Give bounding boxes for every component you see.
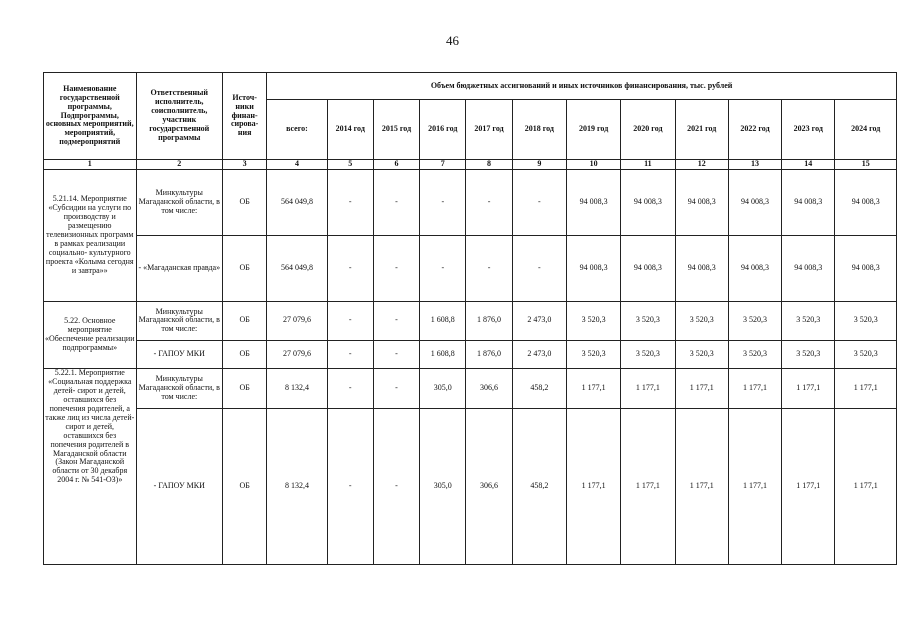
value-cell: 1 608,8 (420, 301, 466, 340)
activity-name: 5.22. Основное мероприятие «Обеспечение реализации подпрограммы» (44, 301, 137, 368)
column-number: 15 (835, 160, 897, 170)
value-cell: 94 008,3 (728, 169, 781, 235)
header-year: 2023 год (782, 100, 835, 160)
responsible-cell: - ГАПОУ МКИ (136, 340, 222, 368)
value-cell: - (512, 235, 566, 301)
header-year: 2022 год (728, 100, 781, 160)
value-cell: 564 049,8 (267, 169, 327, 235)
column-number: 7 (420, 160, 466, 170)
header-year: 2021 год (675, 100, 728, 160)
value-cell: 3 520,3 (835, 340, 897, 368)
column-number: 14 (782, 160, 835, 170)
value-cell: 1 177,1 (782, 408, 835, 564)
value-cell: 1 177,1 (675, 408, 728, 564)
value-cell: 3 520,3 (782, 301, 835, 340)
value-cell: 1 608,8 (420, 340, 466, 368)
value-cell: 3 520,3 (728, 340, 781, 368)
value-cell: 458,2 (512, 368, 566, 408)
table-row (44, 301, 897, 340)
value-cell: 1 876,0 (466, 340, 512, 368)
value-cell: 305,0 (420, 408, 466, 564)
responsible-cell: - «Магаданская правда» (136, 235, 222, 301)
value-cell: - (327, 235, 373, 301)
source-cell: ОБ (223, 235, 267, 301)
value-cell: 94 008,3 (621, 169, 675, 235)
responsible-cell: - ГАПОУ МКИ (136, 408, 222, 564)
page-number: 46 (446, 33, 459, 48)
value-cell: 1 177,1 (728, 408, 781, 564)
value-cell: 3 520,3 (621, 301, 675, 340)
activity-name: 5.22.1. Мероприятие «Социальная поддержка детей- сирот и детей, оставшихся без попечения родителей, а также лиц из числа детей-сирот и детей, оставшихся без попечения родителей в Магаданской области (Закон Магаданской области от 30 декабря 2004 г. № 541-ОЗ)» (44, 368, 137, 564)
value-cell: 3 520,3 (835, 301, 897, 340)
value-cell: - (466, 169, 512, 235)
header-year: 2018 год (512, 100, 566, 160)
value-cell: - (327, 408, 373, 564)
value-cell: 3 520,3 (621, 340, 675, 368)
value-cell: 1 876,0 (466, 301, 512, 340)
value-cell: - (373, 235, 419, 301)
value-cell: 1 177,1 (782, 368, 835, 408)
column-number: 12 (675, 160, 728, 170)
column-number: 4 (267, 160, 327, 170)
column-number-row (44, 160, 897, 170)
value-cell: 1 177,1 (728, 368, 781, 408)
header-year: 2016 год (420, 100, 466, 160)
header-total: всего: (267, 100, 327, 160)
header-volume: Объем бюджетных ассигнований и иных источников финансирования, тыс. рублей (267, 73, 897, 100)
value-cell: 27 079,6 (267, 301, 327, 340)
header-year: 2019 год (566, 100, 620, 160)
value-cell: - (420, 235, 466, 301)
budget-table (43, 72, 897, 565)
value-cell: - (327, 368, 373, 408)
value-cell: - (466, 235, 512, 301)
column-number: 8 (466, 160, 512, 170)
activity-name: 5.21.14. Мероприятие «Субсидии на услуги по производству и размещению телевизионных программ в рамках реализации социально- культурного проекта «Колыма сегодня и завтра»» (44, 169, 137, 301)
value-cell: 94 008,3 (835, 169, 897, 235)
value-cell: 458,2 (512, 408, 566, 564)
source-cell: ОБ (223, 169, 267, 235)
value-cell: - (327, 340, 373, 368)
column-number: 2 (136, 160, 222, 170)
value-cell: 94 008,3 (835, 235, 897, 301)
header-year: 2020 год (621, 100, 675, 160)
source-cell: ОБ (223, 368, 267, 408)
value-cell: 1 177,1 (566, 368, 620, 408)
responsible-cell: Минкультуры Магаданской области, в том числе: (136, 368, 222, 408)
value-cell: 3 520,3 (566, 301, 620, 340)
source-cell: ОБ (223, 340, 267, 368)
source-cell: ОБ (223, 301, 267, 340)
value-cell: 94 008,3 (566, 169, 620, 235)
column-number: 1 (44, 160, 137, 170)
value-cell: 1 177,1 (835, 408, 897, 564)
table-row (44, 368, 897, 408)
header-year: 2017 год (466, 100, 512, 160)
value-cell: 1 177,1 (621, 408, 675, 564)
column-number: 3 (223, 160, 267, 170)
value-cell: 564 049,8 (267, 235, 327, 301)
value-cell: 2 473,0 (512, 301, 566, 340)
header-responsible: Ответственный исполнитель, соисполнитель, участник государственной программы (136, 73, 222, 160)
value-cell: - (512, 169, 566, 235)
table-row (44, 235, 897, 301)
value-cell: 94 008,3 (782, 235, 835, 301)
value-cell: 1 177,1 (835, 368, 897, 408)
header-year: 2014 год (327, 100, 373, 160)
responsible-cell: Минкультуры Магаданской области, в том числе: (136, 169, 222, 235)
column-number: 13 (728, 160, 781, 170)
header-name: Наименование государственной программы, Подпрограммы, основных мероприятий, мероприятий, подмероприятий (44, 73, 137, 160)
value-cell: 2 473,0 (512, 340, 566, 368)
header-year: 2015 год (373, 100, 419, 160)
table-row (44, 408, 897, 564)
header-source: Источ- ники финан- сирова- ния (223, 73, 267, 160)
value-cell: 3 520,3 (782, 340, 835, 368)
value-cell: - (373, 301, 419, 340)
value-cell: 3 520,3 (675, 340, 728, 368)
value-cell: 27 079,6 (267, 340, 327, 368)
value-cell: - (327, 169, 373, 235)
value-cell: 1 177,1 (566, 408, 620, 564)
value-cell: 1 177,1 (675, 368, 728, 408)
column-number: 11 (621, 160, 675, 170)
value-cell: 1 177,1 (621, 368, 675, 408)
value-cell: - (373, 408, 419, 564)
source-cell: ОБ (223, 408, 267, 564)
header-year: 2024 год (835, 100, 897, 160)
value-cell: 94 008,3 (782, 169, 835, 235)
value-cell: 8 132,4 (267, 368, 327, 408)
value-cell: 306,6 (466, 408, 512, 564)
value-cell: 3 520,3 (566, 340, 620, 368)
column-number: 9 (512, 160, 566, 170)
value-cell: 94 008,3 (675, 235, 728, 301)
table-row (44, 169, 897, 235)
value-cell: 94 008,3 (728, 235, 781, 301)
table-row (44, 340, 897, 368)
value-cell: - (373, 169, 419, 235)
value-cell: - (327, 301, 373, 340)
responsible-cell: Минкультуры Магаданской области, в том числе: (136, 301, 222, 340)
value-cell: - (420, 169, 466, 235)
value-cell: 3 520,3 (728, 301, 781, 340)
value-cell: 306,6 (466, 368, 512, 408)
value-cell: - (373, 340, 419, 368)
value-cell: - (373, 368, 419, 408)
column-number: 5 (327, 160, 373, 170)
value-cell: 94 008,3 (621, 235, 675, 301)
value-cell: 3 520,3 (675, 301, 728, 340)
value-cell: 94 008,3 (675, 169, 728, 235)
value-cell: 305,0 (420, 368, 466, 408)
value-cell: 94 008,3 (566, 235, 620, 301)
value-cell: 8 132,4 (267, 408, 327, 564)
column-number: 6 (373, 160, 419, 170)
column-number: 10 (566, 160, 620, 170)
